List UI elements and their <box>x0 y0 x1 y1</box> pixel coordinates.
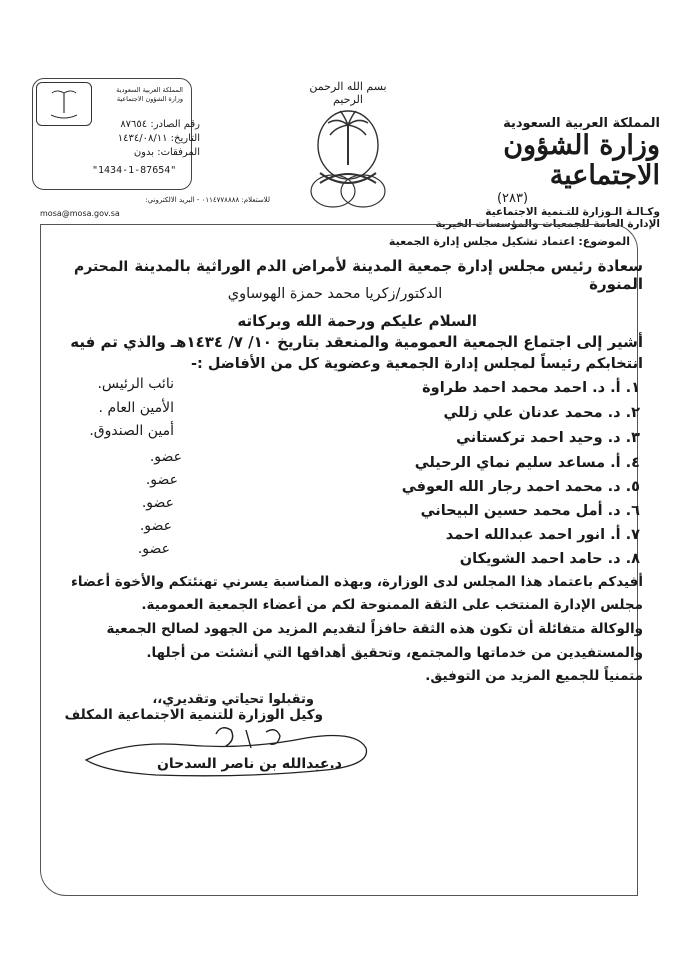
ministry-number: (٢٨٣) <box>496 191 529 206</box>
member-role: عضو. <box>145 472 178 488</box>
addressee-name: الدكتور/زكريا محمد حمزة الهوساوي <box>227 286 443 302</box>
closing-paragraph-line-4: والمستفيدين من خدماتها والمجتمع، وتحقيق أهدافها التي أنشئت من أجلها. <box>146 645 643 661</box>
opening-paragraph-line-2: انتخابكم رئيساً لمجلس إدارة الجمعية وعضوية كل من الأفاضل :- <box>190 356 643 372</box>
letter-addressee: سعادة رئيس مجلس إدارة جمعية المدينة لأمراض الدم الوراثية بالمدينة المنورة <box>134 257 643 293</box>
reference-ministry: وزارة الشؤون الاجتماعية <box>116 95 183 103</box>
member-name: ٣. د. وحيد احمد تركستاني <box>456 430 640 446</box>
honorific: المحترم <box>74 259 129 275</box>
general-administration: الإدارة العامة للجمعيات والمؤسسات الخيرية <box>435 218 660 230</box>
deputy-ministry: وكـالـة الـوزارة للتـنمية الاجتماعية <box>485 206 660 218</box>
signer-title: وكيل الوزارة للتنمية الاجتماعية المكلف <box>64 707 323 723</box>
reference-number: رقم الصادر: ٨٧٦٥٤ <box>120 119 200 130</box>
reference-header <box>98 86 183 104</box>
signer-name: د.عبدالله بن ناصر السدحان <box>156 756 342 772</box>
reference-kingdom: المملكة العربية السعودية <box>116 86 183 94</box>
closing-paragraph-line-3: والوكالة متفائلة أن تكون هذه الثقة حافزاً لتقديم المزيد من الجهود لصالح الجمعية <box>106 621 643 637</box>
letter-subject: الموضوع: اعتماد تشكيل مجلس إدارة الجمعية <box>388 235 630 248</box>
member-name: ٥. د. محمد احمد رجار الله العوفي <box>401 479 640 495</box>
kingdom-name: المملكة العربية السعودية <box>503 116 660 131</box>
opening-paragraph-line-1: أشير إلى اجتماع الجمعية العمومية والمنعقد بتاريخ ١٠/ ٧/ ١٤٣٤هـ والذي تم فيه <box>70 333 643 351</box>
member-role: عضو. <box>137 541 170 557</box>
member-name: ٢. د. محمد عدنان علي زللي <box>443 405 640 421</box>
member-role: عضو. <box>149 449 182 465</box>
member-name: ٤. أ. مساعد سليم نماي الرحيلي <box>414 455 640 471</box>
reference-stamp-code: "1434-1-87654" <box>92 165 177 176</box>
contact-info: للاستعلام: ٠١١٤٧٧٨٨٨٨ - البريد الالكتروني: <box>145 196 270 204</box>
member-role: الأمين العام . <box>98 400 174 416</box>
member-role: نائب الرئيس. <box>97 376 174 392</box>
reference-date: التاريخ: ١٤٣٤/٠٨/١١ <box>117 133 200 144</box>
reference-details <box>60 118 200 160</box>
member-name: ٦. د. أمل محمد حسين البيحاني <box>420 503 640 519</box>
basmala: بسم الله الرحمن الرحيم <box>309 80 387 106</box>
letterhead <box>425 116 660 230</box>
closing-salutation: وتقبلوا تحياتي وتقديري،، <box>152 692 314 707</box>
member-role: أمين الصندوق. <box>89 423 174 439</box>
member-role: عضو. <box>139 518 172 534</box>
member-name: ١. أ. د. احمد محمد احمد طراوة <box>422 380 640 396</box>
closing-paragraph-line-1: أفيدكم باعتماد هذا المجلس لدى الوزارة، وبهذه المناسبة يسرني تهنئتكم والأخوة أعضاء <box>70 574 643 590</box>
closing-paragraph-line-5: متمنياً للجميع المزيد من التوفيق. <box>425 668 643 684</box>
member-role: عضو. <box>141 495 174 511</box>
member-name: ٧. أ. انور احمد عبدالله احمد <box>445 527 640 543</box>
ministry-name: وزارة الشؤون الاجتماعية <box>503 130 660 191</box>
contact-email: mosa@mosa.gov.sa <box>40 209 120 218</box>
saudi-emblem-icon <box>298 103 398 213</box>
member-name: ٨. د. حامد احمد الشويكان <box>459 551 640 567</box>
greeting: السلام عليكم ورحمة الله وبركاته <box>237 312 477 330</box>
reference-attachments: المرفقات: بدون <box>133 147 200 158</box>
closing-paragraph-line-2: مجلس الإدارة المنتخب على الثقة الممنوحة لكم من أعضاء الجمعية العمومية. <box>141 597 643 613</box>
